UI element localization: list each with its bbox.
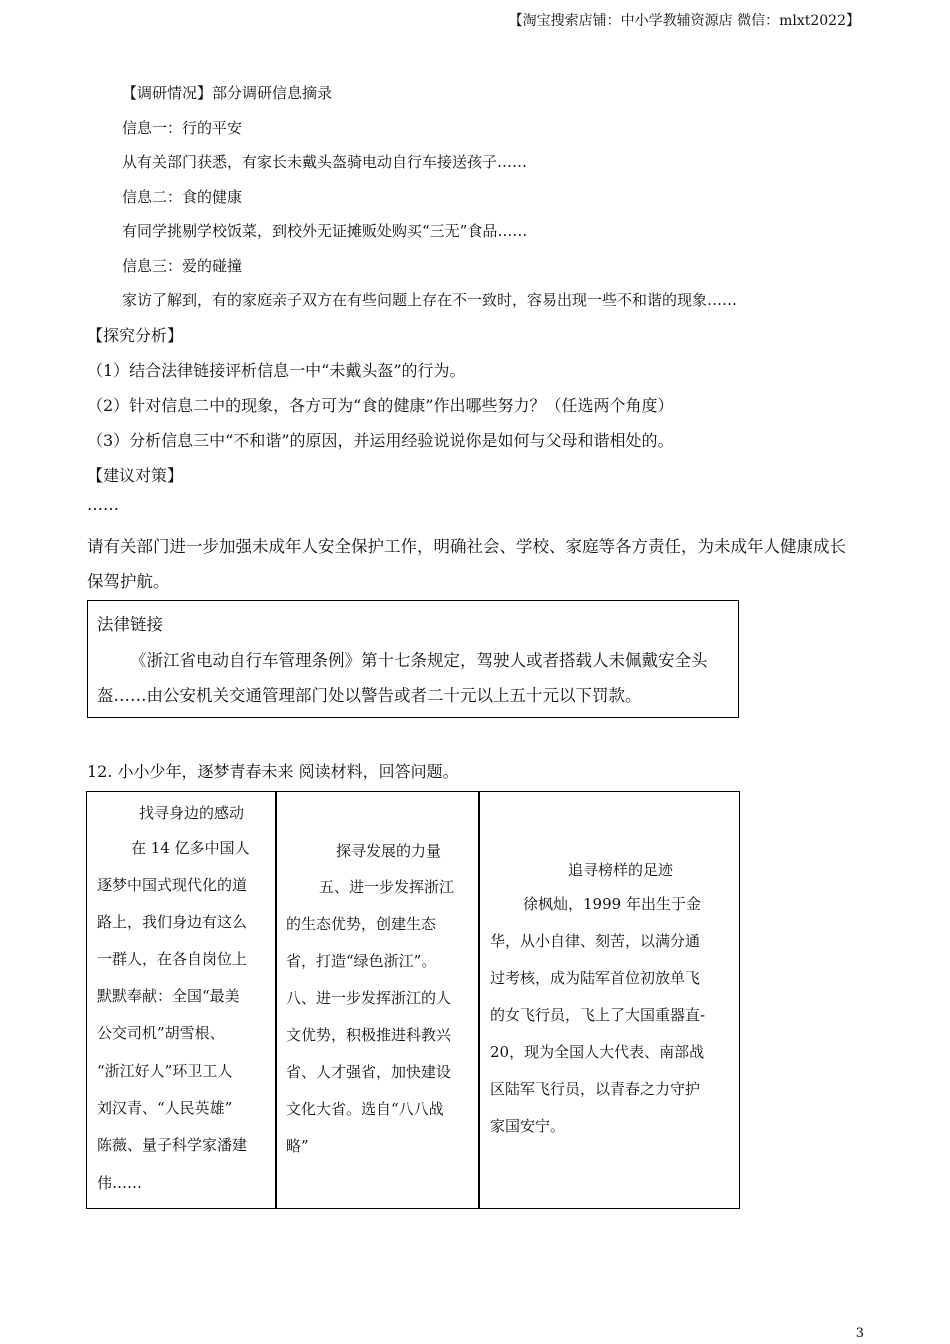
suggestion-ellipsis: …… <box>87 495 119 514</box>
analysis-title: 【探究分析】 <box>87 326 184 345</box>
col1-line: 伟…… <box>97 1174 143 1192</box>
col3-line: 徐枫灿，1999 年出生于金 <box>523 895 701 913</box>
info1-text: 从有关部门获悉，有家长未戴头盔骑电动自行车接送孩子…… <box>122 153 528 171</box>
info2-title: 信息二：食的健康 <box>122 188 243 206</box>
column-divider <box>478 792 480 1208</box>
col1-line: 一群人，在各自岗位上 <box>97 950 248 968</box>
suggestion-line-1: 请有关部门进一步加强未成年人安全保护工作，明确社会、学校、家庭等各方责任，为未成年人健康成长 <box>87 537 846 556</box>
law-link-title: 法律链接 <box>97 615 163 634</box>
col1-line: 公交司机”胡雪根、 <box>97 1024 225 1042</box>
col1-line: 找寻身边的感动 <box>139 804 245 822</box>
law-link-box <box>87 600 739 718</box>
col3-line: 20，现为全国人大代表、南部战 <box>490 1043 705 1061</box>
info3-text: 家访了解到，有的家庭亲子双方在有些问题上存在不一致时，容易出现一些不和谐的现象…… <box>122 291 738 309</box>
col2-line: 文化大省。选自“八八战 <box>286 1100 444 1118</box>
col1-line: 路上，我们身边有这么 <box>97 913 248 931</box>
col2-line: 的生态优势，创建生态 <box>286 915 437 933</box>
law-link-line-2: 盔……由公安机关交通管理部门处以警告或者二十元以上五十元以下罚款。 <box>97 686 642 705</box>
page-number: 3 <box>855 1326 864 1341</box>
col3-line: 追寻榜样的足迹 <box>568 861 674 879</box>
col3-line: 过考核，成为陆军首位初放单飞 <box>490 969 701 987</box>
question-1: （1）结合法律链接评析信息一中“未戴头盔”的行为。 <box>87 361 466 380</box>
col1-line: 刘汉青、“人民英雄” <box>97 1099 233 1117</box>
col2-line: 八、进一步发挥浙江的人 <box>286 989 452 1007</box>
col2-line: 文优势，积极推进科教兴 <box>286 1026 452 1044</box>
info3-title: 信息三：爱的碰撞 <box>122 257 243 275</box>
page-header: 【淘宝搜索店铺：中小学教辅资源店 微信：mlxt2022】 <box>508 13 860 29</box>
col1-line: 默默奉献：全国“最美 <box>97 987 240 1005</box>
info1-title: 信息一：行的平安 <box>122 119 243 137</box>
law-link-line-1: 《浙江省电动自行车管理条例》第十七条规定，驾驶人或者搭载人未佩戴安全头 <box>130 651 708 670</box>
column-divider <box>275 792 277 1208</box>
col2-line: 省、人才强省，加快建设 <box>286 1063 452 1081</box>
col2-line: 略” <box>286 1137 309 1155</box>
survey-title: 【调研情况】部分调研信息摘录 <box>122 84 333 102</box>
col2-line: 省，打造“绿色浙江”。 <box>286 952 437 970</box>
info2-text: 有同学挑剔学校饭菜，到校外无证摊贩处购买“三无”食品…… <box>122 222 528 240</box>
col2-line: 五、进一步发挥浙江 <box>319 878 455 896</box>
col1-line: 逐梦中国式现代化的道 <box>97 876 248 894</box>
col2-line: 探寻发展的力量 <box>336 842 442 860</box>
col3-line: 的女飞行员，飞上了大国重器直- <box>490 1006 706 1024</box>
question-3: （3）分析信息三中“不和谐”的原因，并运用经验说说你是如何与父母和谐相处的。 <box>87 431 674 450</box>
question-2: （2）针对信息二中的现象，各方可为“食的健康”作出哪些努力？（任选两个角度） <box>87 396 674 415</box>
suggestion-line-2: 保驾护航。 <box>87 572 170 591</box>
col1-line: 陈薇、量子科学家潘建 <box>97 1136 248 1154</box>
col1-line: “浙江好人”环卫工人 <box>97 1062 233 1080</box>
col3-line: 华，从小自律、刻苦，以满分通 <box>490 932 701 950</box>
materials-table <box>86 791 740 1209</box>
col1-line: 在 14 亿多中国人 <box>131 839 250 857</box>
question-12-stem: 12. 小小少年，逐梦青春未来 阅读材料，回答问题。 <box>87 762 459 781</box>
suggestion-title: 【建议对策】 <box>87 466 184 485</box>
col3-line: 家国安宁。 <box>490 1117 566 1135</box>
col3-line: 区陆军飞行员，以青春之力守护 <box>490 1080 701 1098</box>
